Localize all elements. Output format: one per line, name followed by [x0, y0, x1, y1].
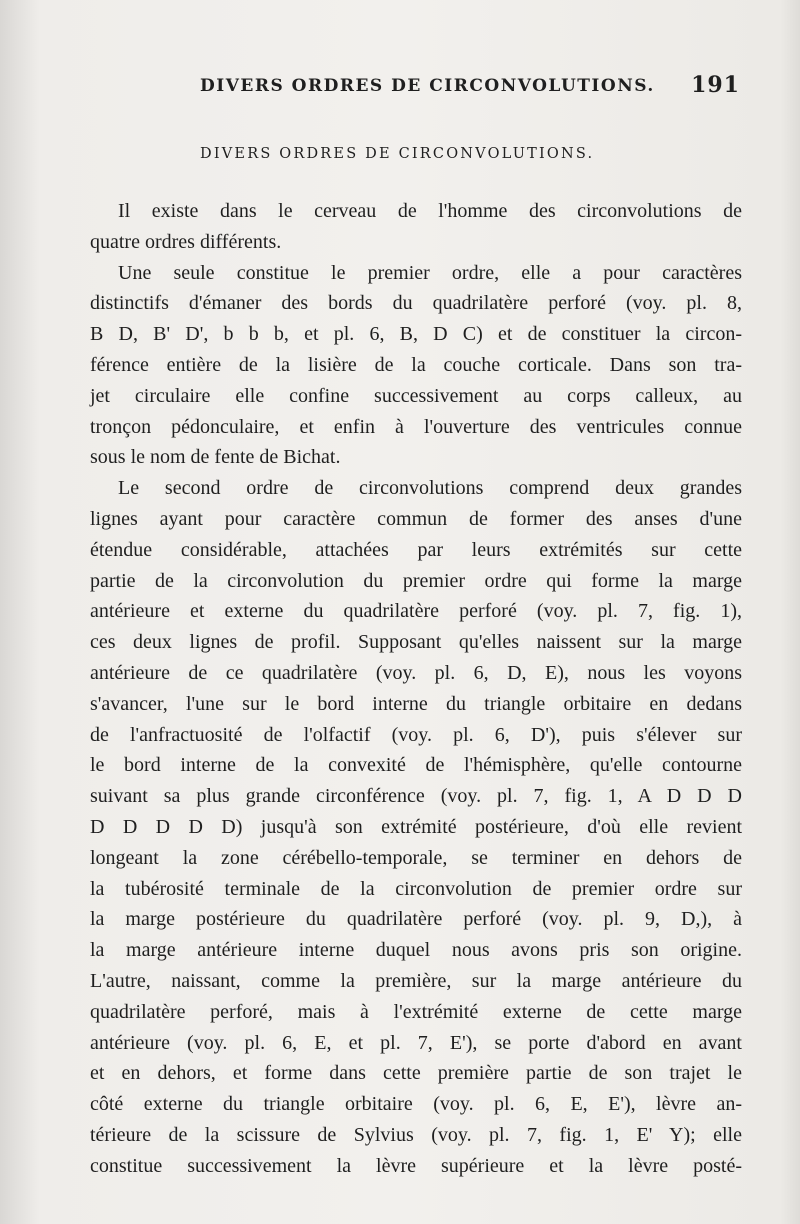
text-line: antérieure et externe du quadrilatère perforé (voy. pl. 7, fig. 1),: [90, 600, 742, 623]
text-line: suivant sa plus grande circonférence (voy. pl. 7, fig. 1, A D D D: [90, 785, 742, 808]
text-line: L'autre, naissant, comme la première, sur la marge antérieure du: [90, 969, 742, 992]
text-line: jet circulaire elle confine successivement au corps calleux, au: [90, 384, 742, 407]
page-number: 191: [691, 72, 740, 98]
text-line: antérieure (voy. pl. 6, E, et pl. 7, E'), se porte d'abord en avant: [90, 1031, 742, 1054]
text-line: s'avancer, l'une sur le bord interne du triangle orbitaire en dedans: [90, 692, 742, 715]
text-line: la marge antérieure interne duquel nous avons pris son origine.: [90, 939, 742, 962]
text-line: Le second ordre de circonvolutions comprend deux grandes: [118, 477, 742, 500]
running-title: DIVERS ORDRES DE CIRCONVOLUTIONS.: [200, 76, 655, 96]
text-line: côté externe du triangle orbitaire (voy. pl. 6, E, E'), lèvre an-: [90, 1093, 742, 1116]
section-heading: DIVERS ORDRES DE CIRCONVOLUTIONS.: [200, 146, 595, 162]
text-line: étendue considérable, attachées par leurs extrémités sur cette: [90, 538, 742, 561]
text-line: sous le nom de fente de Bichat.: [90, 446, 341, 469]
text-line: D D D D D) jusqu'à son extrémité postérieure, d'où elle revient: [90, 815, 742, 838]
text-line: la tubérosité terminale de la circonvolution de premier ordre sur: [90, 877, 742, 900]
text-line: longeant la zone cérébello-temporale, se terminer en dehors de: [90, 846, 742, 869]
text-line: térieure de la scissure de Sylvius (voy. pl. 7, fig. 1, E' Y); elle: [90, 1123, 742, 1146]
text-line: le bord interne de la convexité de l'hémisphère, qu'elle contourne: [90, 754, 742, 777]
text-line: quatre ordres différents.: [90, 230, 282, 253]
text-line: quadrilatère perforé, mais à l'extrémité externe de cette marge: [90, 1000, 742, 1023]
text-line: B D, B' D', b b b, et pl. 6, B, D C) et de constituer la circon-: [90, 323, 742, 346]
text-line: tronçon pédonculaire, et enfin à l'ouverture des ventricules connue: [90, 415, 742, 438]
text-line: partie de la circonvolution du premier ordre qui forme la marge: [90, 569, 742, 592]
text-line: antérieure de ce quadrilatère (voy. pl. 6, D, E), nous les voyons: [90, 661, 742, 684]
text-line: et en dehors, et forme dans cette première partie de son trajet le: [90, 1062, 742, 1085]
text-line: lignes ayant pour caractère commun de former des anses d'une: [90, 507, 742, 530]
text-line: férence entière de la lisière de la couche corticale. Dans son tra-: [90, 353, 742, 376]
text-line: Il existe dans le cerveau de l'homme des circonvolutions de: [118, 200, 742, 222]
text-line: Une seule constitue le premier ordre, elle a pour caractères: [118, 261, 742, 284]
text-line: la marge postérieure du quadrilatère perforé (voy. pl. 9, D,), à: [90, 908, 742, 931]
text-line: distinctifs d'émaner des bords du quadrilatère perforé (voy. pl. 8,: [90, 292, 742, 315]
text-line: constitue successivement la lèvre supérieure et la lèvre posté-: [90, 1154, 742, 1177]
text-line: ces deux lignes de profil. Supposant qu'elles naissent sur la marge: [90, 631, 742, 654]
running-head: [200, 72, 740, 102]
body-text: [90, 196, 742, 1182]
text-line: de l'anfractuosité de l'olfactif (voy. pl. 6, D'), puis s'élever sur: [90, 723, 742, 746]
